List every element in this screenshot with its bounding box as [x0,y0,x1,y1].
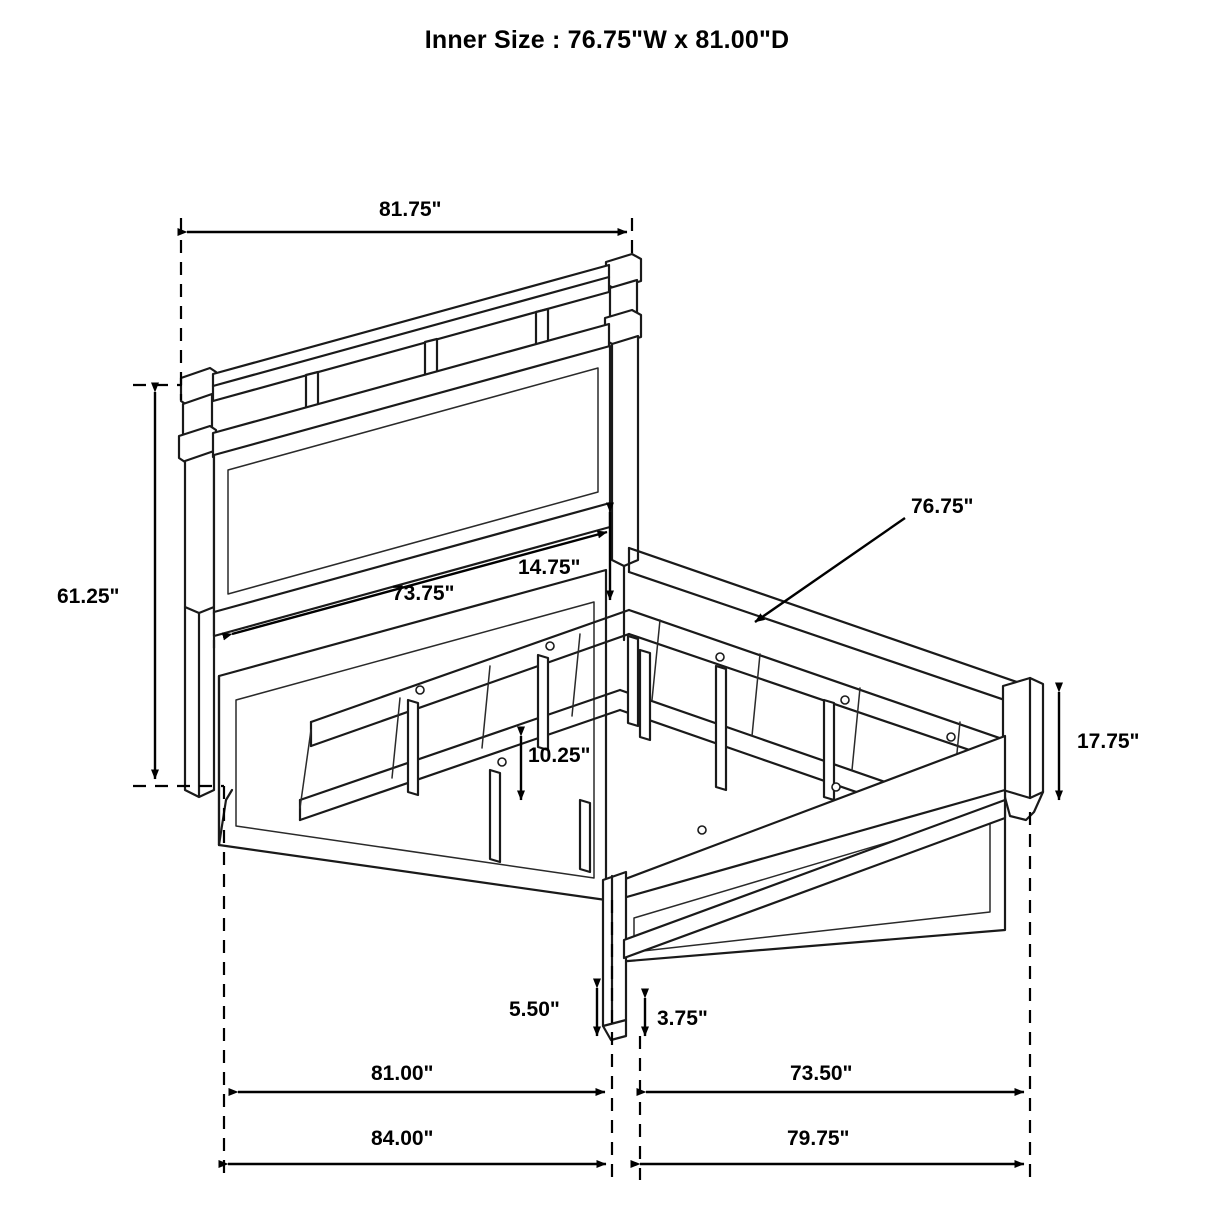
dim-label-footboard-height: 17.75" [1077,730,1140,753]
dim-label-slat-clearance: 10.25" [528,744,591,767]
dim-label-left-height: 61.25" [57,585,120,608]
dim-label-side-rear: 73.50" [790,1062,853,1085]
dim-label-panel-width: 73.75" [392,582,455,605]
footboard-center-leg [603,872,626,1040]
dim-label-rail-inner: 76.75" [911,495,974,518]
dim-rail-inner-leader [755,518,905,622]
footboard-right-post [1003,678,1043,820]
dim-label-overall-rear: 79.75" [787,1127,850,1150]
dim-label-top-width: 81.75" [379,198,442,221]
dim-label-overall-front: 84.00" [371,1127,434,1150]
headboard-left-post [179,368,216,797]
page-title: Inner Size : 76.75"W x 81.00"D [424,26,790,54]
dim-label-side-front: 81.00" [371,1062,434,1085]
dim-label-panel-gap: 14.75" [518,556,581,579]
dim-label-foot-height: 3.75" [657,1007,708,1030]
dim-label-leg-height: 5.50" [509,998,560,1021]
